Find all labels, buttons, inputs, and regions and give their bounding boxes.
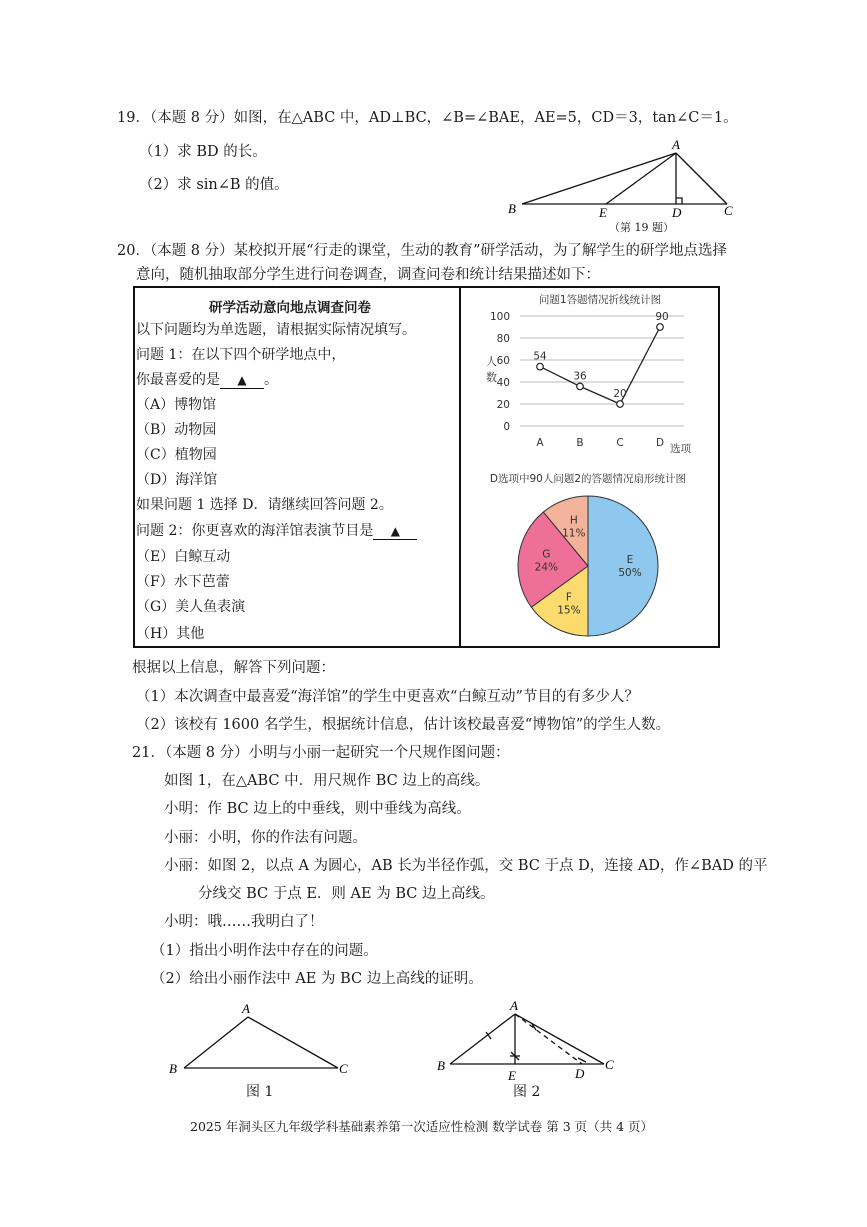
q21-stem: 小明与小丽一起研究一个尺规作图问题：	[248, 745, 510, 761]
line-chart-point	[577, 383, 584, 390]
line-chart-xtick: C	[616, 437, 624, 449]
q20-after-box: 根据以上信息，解答下列问题：	[132, 660, 335, 676]
survey-line-8: 问题 2：你更喜欢的海洋馆表演节目是 ▲	[136, 521, 417, 541]
q19-stem: 如图，在△ABC 中，AD⊥BC，∠B=∠BAE，AE=5，CD＝3，tan∠C＝1。	[233, 110, 738, 126]
pie-percent-g: 24%	[534, 561, 559, 574]
line-chart-ytick: 20	[496, 399, 510, 411]
survey-line-7: 如果问题 1 选择 D．请继续回答问题 2。	[136, 497, 393, 513]
q21-line-3: 小丽：如图 2，以点 A 为圆心，AB 长为半径作弧，交 BC 于点 D，连接 AD，作∠BAD 的平	[164, 858, 768, 874]
line-chart-data-label: 54	[533, 350, 547, 363]
fig2-caption: 图 2	[513, 1084, 541, 1100]
survey-title: 研学活动意向地点调查问卷	[209, 300, 371, 316]
line-chart-point	[617, 401, 624, 408]
q21-number: 21．	[132, 745, 165, 761]
survey-option-c: （C）植物园	[136, 447, 217, 463]
q21-line-4: 分线交 BC 于点 E．则 AE 为 BC 边上高线。	[198, 886, 495, 902]
line-chart-ytick: 60	[496, 355, 510, 367]
survey-blank-2: ▲	[373, 523, 417, 540]
fig2-label-c: C	[605, 1057, 614, 1072]
line-chart-ytick: 100	[489, 311, 510, 323]
line-chart-data-label: 20	[613, 388, 627, 400]
survey-blank-1: ▲	[220, 372, 264, 389]
page-footer: 2025 年洞头区九年级学科基础素养第一次适应性检测 数学试卷 第 3 页（共 4 页）	[190, 1119, 654, 1134]
survey-option-d: （D）海洋馆	[136, 472, 218, 488]
line-chart-xtick: D	[655, 437, 665, 449]
pie-label-h: H	[569, 514, 578, 527]
survey-option-a: （A）博物馆	[136, 397, 217, 413]
pie-label-f: F	[565, 591, 572, 604]
survey-option-e: （E）白鲸互动	[136, 549, 231, 565]
fig2-label-e: E	[508, 1068, 516, 1083]
q21-line-7: （2）给出小丽作法中 AE 为 BC 边上高线的证明。	[151, 971, 483, 987]
fig2-label-a: A	[510, 998, 518, 1013]
line-chart-ylabel-2: 数	[486, 371, 497, 384]
pie-chart	[464, 468, 716, 644]
survey-line-1: 问题 1：在以下四个研学地点中，	[136, 347, 346, 363]
line-chart-point	[537, 363, 544, 370]
fig2-label-b: B	[437, 1058, 445, 1073]
survey-divider	[459, 286, 461, 648]
line-chart-ytick: 0	[503, 421, 510, 433]
q19-label-e: E	[599, 205, 607, 220]
q20-stem-line2: 意向，随机抽取部分学生进行问卷调查，调查问卷和统计结果描述如下：	[136, 267, 600, 283]
q21-line-0: 如图 1，在△ABC 中．用尺规作 BC 边上的高线。	[164, 773, 490, 789]
line-chart-ytick: 40	[496, 377, 510, 389]
q19-stem-line	[117, 108, 738, 128]
fig2-label-d: D	[575, 1066, 585, 1081]
q19-score: （本题 8 分）	[149, 110, 234, 126]
pie-percent-h: 11%	[562, 527, 586, 540]
q19-label-a: A	[672, 137, 680, 152]
line-chart-ytick: 80	[496, 333, 510, 345]
pie-label-e: E	[626, 554, 634, 566]
survey-line-2: 你最喜爱的是 ▲ 。	[136, 372, 278, 388]
q19-sub1: （1）求 BD 的长。	[139, 144, 267, 160]
pie-label-g: G	[542, 548, 551, 561]
fig1-label-b: B	[169, 1061, 177, 1076]
q20-stem1: 某校拟开展“行走的课堂，生动的教育”研学活动，为了解学生的研学地点选择	[233, 243, 727, 259]
q19-label-d: D	[672, 205, 682, 220]
fig1-label-a: A	[242, 1001, 250, 1016]
q21-line-1: 小明：作 BC 边上的中垂线，则中垂线为高线。	[164, 801, 471, 817]
line-chart-xtick: A	[536, 437, 544, 449]
fig1-caption: 图 1	[246, 1084, 274, 1100]
q21-line-2: 小丽：小明，你的作法有问题。	[164, 830, 367, 846]
pie-slice-e	[588, 496, 658, 636]
pie-percent-f: 15%	[557, 604, 581, 617]
q19-label-b: B	[508, 201, 516, 216]
survey-option-g: （G）美人鱼表演	[136, 599, 246, 615]
q20-sub2: （2）该校有 1600 名学生，根据统计信息，估计该校最喜爱“博物馆”的学生人数。	[136, 717, 671, 733]
line-chart-title: 问题1答题情况折线统计图	[538, 294, 662, 306]
fig1-label-c: C	[339, 1061, 348, 1076]
pie-percent-e: 50%	[618, 567, 642, 579]
pie-chart-title: D选项中90人问题2的答题情况扇形统计图	[489, 473, 687, 485]
q19-sub2: （2）求 sin∠B 的值。	[139, 177, 289, 193]
line-chart-point	[657, 324, 664, 331]
line-chart-ylabel-1: 人	[486, 355, 497, 368]
q19-number: 19．	[117, 110, 150, 126]
q20-score: （本题 8 分）	[149, 243, 234, 259]
q21-stem-line	[132, 743, 510, 763]
survey-option-f: （F）水下芭蕾	[136, 574, 230, 590]
q19-caption: （第 19 题）	[609, 221, 674, 234]
line-chart	[464, 290, 716, 460]
line-chart-data-label: 36	[573, 370, 587, 383]
line-chart-data-label: 90	[655, 311, 669, 323]
survey-line-0: 以下问题均为单选题，请根据实际情况填写。	[136, 322, 416, 338]
q19-label-c: C	[724, 203, 733, 218]
line-chart-xlabel: 选项	[670, 443, 691, 455]
q21-score: （本题 8 分）	[164, 745, 249, 761]
q20-sub1: （1）本次调查中最喜爱“海洋馆”的学生中更喜欢“白鲸互动”节目的有多少人？	[136, 689, 639, 705]
line-chart-series-line	[540, 327, 660, 404]
q21-line-5: 小明：哦……我明白了！	[164, 914, 324, 930]
q20-stem-line1	[117, 241, 727, 261]
q20-number: 20．	[117, 243, 150, 259]
q21-line-6: （1）指出小明作法中存在的问题。	[151, 943, 378, 959]
line-chart-xtick: B	[576, 437, 584, 449]
survey-option-h: （H）其他	[136, 626, 205, 642]
survey-option-b: （B）动物园	[136, 422, 217, 438]
